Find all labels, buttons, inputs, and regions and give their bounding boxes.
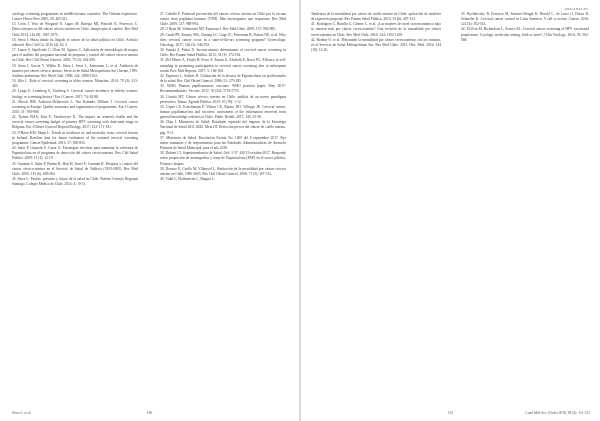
reference-entry: 21. Ebisch RM, Arabacio-Dellavertot L, Van Kemade, Dilliner J. Cervical cancer screening in Europe: Quality assurance and organisation of programmes. Eur J Cancer. 2015; 51: 950-968. — [12, 99, 138, 114]
reference-entry: 26. Serra L. Pasado, presente y futuro de la salud en Chile. Boletín Consejo Regional Santiago, Colegio Médico de Chile. 2014; 4: 10-11. — [12, 177, 138, 187]
reference-entry: 27. Cabello F. Potencial prevención del cáncer cérvico uterino en Chile por la vacuna contra virus papiloma humano (VPH). Más interrogantes que respuestas. Rev Med Chile. 2009; 137: 988-994. — [160, 12, 286, 27]
reference-entry: 40. Vidal C, Hoffmeister L, Biagini L. — [160, 177, 215, 181]
reference-entry: 38. Dubnet CI. Superintendencia de Salud. Ord. 3 N° 440 19-octubre-2017. Responde sobre proporción de mamografías y toma de Papanicolaou (PAP) en el sector público, Fonasa e Isapres. — [160, 151, 286, 166]
reference-entry: 16. Serra I. Hasta dónde ha llegado el cáncer de la salud pública en Chile. Artículo editorial. Rev Chil Cir. 2016 (4): 62, 5. — [12, 37, 138, 47]
reference-entry: 39. Donoso E, Cuello M, Villarroel L. Reducción de la mortalidad por cáncer cérvico uterino en Chile, 1990-2003. Rev Chil Obstet Ginecol. 2006; 71 (5): 307-312. — [160, 166, 286, 176]
reference-entry: 33. WHO. Human papillomavirus vaccines: WHO position paper, May 2017-Recommendations. Vaccine. 2017; 35 (43): 5753-5755. — [160, 84, 286, 94]
reference-entry: 30. Suzuki S, Fukui N. Socioeconomic determinants of cervical cancer screening in Chile. Rev Panam Salud Pública. 2013; 33 (3): 174-182. — [160, 48, 286, 58]
reference-entry: 29. Castle PE, Kinney WK, Cheung LC, Gage JC, Fetterman B, Poitras NE, et al. Why does cervical cancer occur in a state-of-the-art screening program? Gynecologic Oncology. 2017; 146 (3): 546-553. — [160, 32, 286, 47]
reference-entry: 34. Urrutia MT. Cáncer cérvico uterino en Chile: análisis de un nuevo paradigma preventivo. Temas. Agenda Pública. 2015; 10 (78): 1-12. — [160, 94, 286, 104]
reference-entry: 31. Del Mistro A, Frayle H, Ferro A, Fantin G, Altobelli E, Rossi PG. Efficacy of self-sampling in promoting participation to cervical cancer screening also in subsequent round. Prev Med Reports. 2017; 5: 166-168. — [160, 58, 286, 73]
reference-entry: 42. Bodnar O, et al. Mejorando la mortalidad por cáncer cervicouterino con los mismos, en el Servicio de Salud Metropolitano Sur. Rev Med Chile. 2013. Hist. Med. 2016; 144 (10): 13-20. — [311, 37, 441, 53]
reference-entry: 35. López CS, Kirschbaum F, Villera CE, Burzio DO, Villegas JE. Cervical cancer, human papillomavirus and vaccines: assessment of the information retrieved from general knowledge websites in Chile. Public Health. 2017; 145: 35-38. — [160, 104, 286, 120]
reference-entry: 19. Klie L. Role of cervical screening in older women. Maturitas. 2014; 79 (4): 413-420. — [12, 79, 138, 89]
reference-entry: 32. Espinosa L, Salinas H. Utilización de la técnica de Papanicolaou en profesionales de la salud. Rev Chil Obstet Ginecol. 1986; 51: 279-285. — [160, 73, 286, 84]
right-page-column-2 — [461, 12, 589, 43]
reference-entry: 15. León J, Vera de Wiegand N, Lagos M, Barriga MI, Ponchel K, Ferreccio C. Detección precoz del cáncer cérvico-uterino en Chile: tiempo para el cambio. Rev Med Chile 2014; 142 (8): 1067-1075. — [12, 22, 138, 37]
left-page — [0, 0, 299, 421]
right-page — [301, 0, 600, 421]
reference-entry: 25. Guzmán S, Salas P, Puente R, Hott H, Israel E, Guzmán R. Pesquisa y control del cáncer cérvico-uterino en el Servicio de Salud de Valdivia (1993-2005). Rev Med Chile. 2005; 133 (6): 685-692. — [12, 161, 138, 176]
reference-entry: 24. Salas P, Guzmán S, Cazor G. Estrategias efectivas para aumentar la cobertura de Papanicolaou en el programa de detección del cáncer cervicouterino. Rev Chil Salud Pública. 2009; 13 (1); 12-19. — [12, 146, 138, 161]
reference-entry: 44. El-Zein M, Richardson L, Franco EL. Cervical cancer screening of HPV vaccinated populations: Cytology, molecular testing, both or none? J Clin Virology. 2016; 76: 562-568. — [461, 27, 589, 42]
reference-entry: 41. Rodríguez C, Bonilla G, Gómez C, et al. ¿Las mujeres de nivel socioeconómico bajo se mueren más por cáncer cervicouterino? Una revisión de la mortalidad por cáncer cervicouterino en Chile. Rev Med Chile. 2016; 144: 1102-1108. — [311, 22, 441, 37]
left-page-column-1 — [12, 12, 138, 187]
footer-journal: Cuad Méd Soc (Chile) 2018, 58 (4): 111-141 — [525, 411, 590, 415]
reference-entry: 23. O'Brien KM, Sharp L. Trends in incidence of, and mortality from, cervical lesions in Ireland: Baseline data for future evaluation of the national cervical screening programme. Cancer Epidemiol. 2013; 37: 830-835. — [12, 130, 138, 145]
reference-entry: 37. Ministerio de Salud. Resolución Exenta No. 1005 del 6 septiembre 2017. Fija metas sanitarias y de mejoramiento para las Entidades Administradoras de Atención Primaria de Salud Municipal, para el año 2018. — [160, 135, 286, 151]
reference-entry: 18. Serra I, García V, Wilder D, Serra J, Serra L, Zamorano L, et al. Auditoría de muertes por cáncer cérvico uterino, Servicio de Salud Metropolitano Sur Oriente, 1995. Análisis preliminar. Rev Med Chile. 1996; 124: 1089-1103. — [12, 63, 138, 78]
footer-author: Serra I., et al. — [12, 411, 32, 415]
page-number: 160 — [146, 411, 153, 415]
reference-entry: cytology screening programmes in middle-income countries: The Chilean experience. Cancer Detect Prev 2005; 29: 405-411. — [12, 12, 138, 22]
reference-entry: 22. Tjalma WAA, Kim E, Vandeweyer K. The impact on women's health and the cervical cancer screening budget of primary HPV screening with dual-stain triage in Belgium. Eur J Obstet Gynecol Reprod Biology. 2017; 212: 171-181. — [12, 115, 138, 130]
right-page-column-1 — [311, 12, 441, 53]
reference-entry: 43. Bychkovsky B, Ferreyra M, Strasser-Weippl K, Herold C, de Lima G, Dizon D, Schmeler K. Cervical cancer control in Latin America: A call to action. Cancer. 2016; 122 (4): 502-514. — [461, 12, 589, 27]
reference-entry: 20. Lynge E, Lönnberg S, Törnberg S. Cervical cancer incidence in elderly women-biology or screening history? Eur J Cancer. 2017; 74: 82-88. — [12, 89, 138, 99]
page-number: 161 — [447, 411, 454, 415]
reference-entry: 28. O Ryan M, Valenzuela MT, Espinoza J. Rev Med Chile. 2009; 137: 984-985. — [160, 27, 277, 32]
reference-entry: 17. Lanza S, Sepúlveda C, Olate M, Agüero C. Aplicación de metodología de mapeo para el análisis del programa nacional de pesquisa y control del cáncer cérvico-uterino en Chile. Rev Chil Obstet Ginecol. 2010; 75 (5): 294-299. — [12, 48, 138, 63]
reference-entry: Tendencia de la mortalidad por cáncer de cuello uterino en Chile: aplicación de modelos de regresión joinpoint. Rev Panam Salud Pública. 2013; 33 (6): 407-413. — [311, 12, 441, 22]
reference-entry: 36. Díaz J. Ministerio de Salud: Resultado esperado del impacto de la Estrategia Nacional de Salud 2011-2020. Meta III. Detección precoz del cáncer de cuello uterino, pág. 9-11. — [160, 120, 286, 135]
running-header: ORIGINALES — [564, 7, 588, 11]
left-page-column-2 — [160, 12, 286, 182]
